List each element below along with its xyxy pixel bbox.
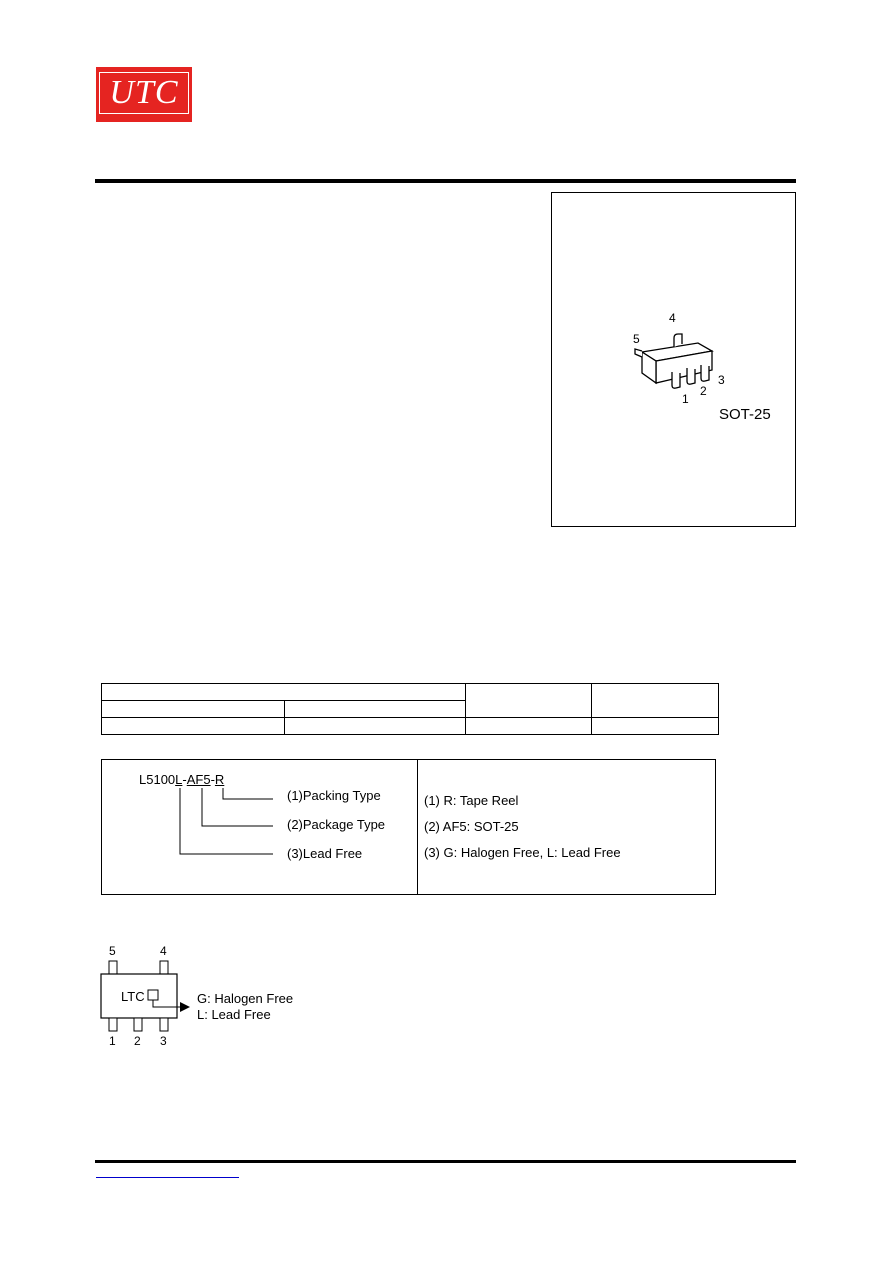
marking-pin-4: 4 [160, 944, 167, 958]
part-code-packing: R [214, 772, 225, 787]
pkg-pin-2: 2 [700, 384, 707, 398]
pkg-pin-5: 5 [633, 332, 640, 346]
marking-legend-lead: L: Lead Free [197, 1007, 271, 1022]
logo-text: UTC [109, 74, 179, 111]
marking-pin-2: 2 [134, 1034, 141, 1048]
footer-rule [95, 1160, 796, 1163]
package-name: SOT-25 [719, 406, 771, 423]
part-code-lead: L [175, 772, 183, 787]
pkg-pin-4: 4 [669, 311, 676, 325]
decode-lead-free: (3) G: Halogen Free, L: Lead Free [424, 845, 621, 860]
table-cell [285, 718, 466, 735]
field-lead-free: (3)Lead Free [287, 846, 363, 861]
marking-text: LTC [121, 989, 145, 1004]
part-base: L5100 [139, 772, 176, 787]
pkg-pin-1: 1 [682, 392, 689, 406]
table-subheader-halogen-free [285, 701, 466, 718]
decode-package: (2) AF5: SOT-25 [424, 819, 519, 834]
marking-pin-5: 5 [109, 944, 116, 958]
decode-divider [417, 759, 418, 895]
marking-drawing [98, 958, 198, 1033]
sot25-package-drawing [630, 325, 730, 400]
part-sep-2: - [210, 772, 215, 787]
table-subheader-lead-free [102, 701, 285, 718]
marking-pin-3: 3 [160, 1034, 167, 1048]
table-cell [466, 718, 592, 735]
field-packing-type: (1)Packing Type [287, 788, 381, 803]
ordering-table [101, 683, 719, 735]
marking-pin-1: 1 [109, 1034, 116, 1048]
table-header-package [466, 684, 592, 718]
utc-logo [96, 67, 192, 122]
part-sep-1: - [182, 772, 187, 787]
website-link[interactable] [96, 1177, 239, 1178]
part-code-package: AF5 [186, 772, 211, 787]
field-package-type: (2)Package Type [287, 817, 386, 832]
pkg-pin-3: 3 [718, 373, 725, 387]
marking-legend-halogen: G: Halogen Free [197, 991, 294, 1006]
table-header-ordering-number [102, 684, 466, 701]
table-cell [592, 718, 719, 735]
table-cell [102, 718, 285, 735]
decode-packing: (1) R: Tape Reel [424, 793, 519, 808]
decode-leader-lines [170, 785, 280, 860]
header-rule [95, 179, 796, 183]
table-header-packing [592, 684, 719, 718]
